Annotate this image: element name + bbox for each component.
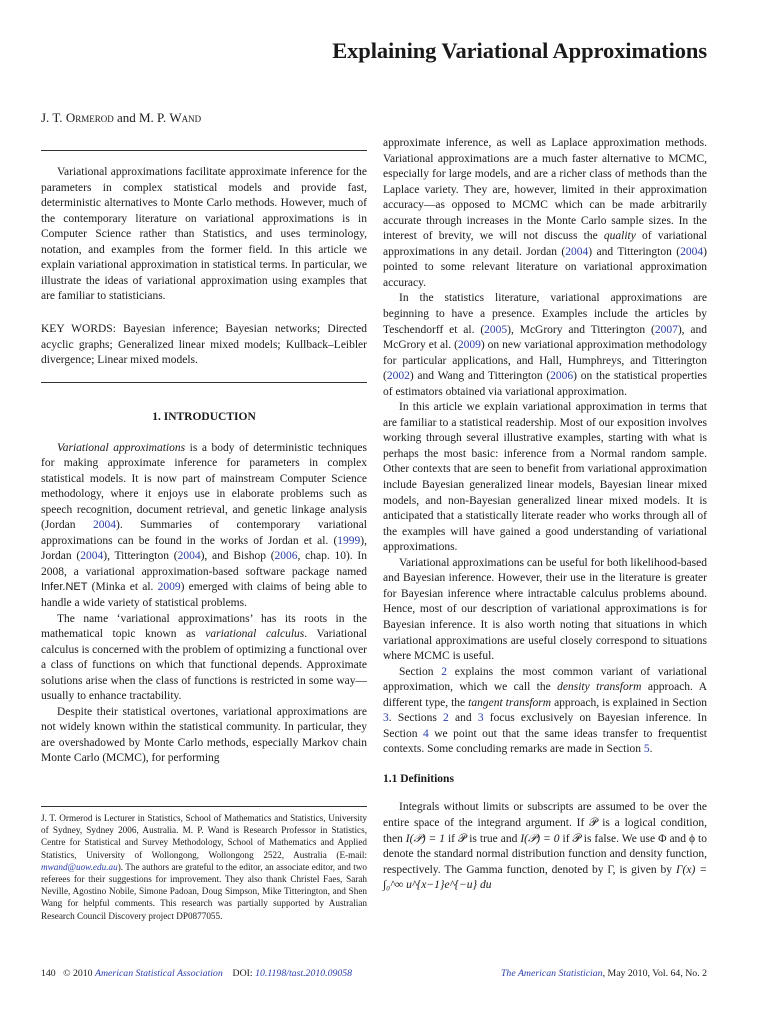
intro-paragraph-3 xyxy=(41,705,367,767)
citation-link[interactable]: 2006 xyxy=(550,370,574,383)
text-run: if 𝒫 is false. We use Φ and ϕ to denote the standard normal distribution function and density function, respectively. The Gamma function, denoted by Γ, is given by xyxy=(383,832,707,876)
copyright: © 2010 xyxy=(63,968,95,979)
doi-label: DOI: xyxy=(232,968,256,979)
text-run: Section xyxy=(399,665,442,678)
doi-link[interactable]: 10.1198/tast.2010.09058 xyxy=(255,968,353,979)
footnote-rule xyxy=(41,806,367,807)
intro-paragraph-2 xyxy=(41,612,367,705)
email-link[interactable]: mwand@uow.edu.au xyxy=(41,861,118,872)
abstract-block xyxy=(41,165,367,305)
paper-title: Explaining Variational Approximations xyxy=(332,38,707,63)
citation-link[interactable]: 2004 xyxy=(80,550,104,563)
author1-initials: J. T. xyxy=(41,110,66,125)
citation-link[interactable]: 2004 xyxy=(680,245,704,258)
right-paragraph-6 xyxy=(383,800,707,893)
citation-link[interactable]: 2009 xyxy=(457,339,481,352)
citation-link[interactable]: 2004 xyxy=(92,519,116,532)
text-run: The name ‘variational approximations’ has its roots in the mathematical topic known as xyxy=(41,612,367,641)
text-run: approach. A different type, the xyxy=(383,681,707,709)
citation-link[interactable]: 2002 xyxy=(386,370,410,383)
text-run: ), Titterington ( xyxy=(103,550,178,563)
issue-info: , May 2010, Vol. 64, No. 2 xyxy=(602,968,707,979)
text-run: ) and Wang and Titterington ( xyxy=(409,370,551,383)
journal-link[interactable]: The American Statistician xyxy=(500,968,603,979)
section-link[interactable]: 4 xyxy=(422,727,429,740)
keywords-block xyxy=(41,322,367,369)
text-run: ), and McGrory et al. ( xyxy=(383,323,707,352)
citation-link[interactable]: 2006 xyxy=(274,550,298,563)
section-link[interactable]: 3 xyxy=(477,712,484,725)
section-link[interactable]: 3 xyxy=(383,712,389,725)
citation-link[interactable]: 2004 xyxy=(177,550,201,563)
citation-link[interactable]: 2005 xyxy=(484,323,508,336)
section-link[interactable]: 5 xyxy=(643,743,650,756)
text-run: we point out that the same ideas transfer to frequentist contexts. Some concluding remarks are made in Section xyxy=(383,727,707,756)
text-run: is a body of deterministic techniques for making approximate inference for parameters in complex statistical models. It is now part of mainstream Computer Science methodology, where it enjoys use in elaborate problems such as speech recognition, document retrieval, and genetic linkage analysis (Jordan xyxy=(41,441,367,532)
text-run: approximate inference, as well as Laplace approximation methods. Variational approximations are a much faster alternative to MCMC, especially for large models, and are a richer class of methods than the Laplace variety. They are, however, limited in their approximation accuracy—as opposed to MCMC which can be made arbitrarily accurate through increases in the Monte Carlo sample sizes. In the interest of brevity, we will not discuss the xyxy=(383,137,707,243)
author-footnote xyxy=(41,812,367,922)
right-paragraph-3 xyxy=(383,400,707,555)
text-run: . Variational calculus is concerned with the problem of optimizing a functional over a class of functions on which that functional depends. Approximate solutions arise when the class of functions is restricted in some way—usually to enhance tractability. xyxy=(41,628,368,703)
text-run: approach, is explained in Section xyxy=(551,696,707,709)
text-run: and xyxy=(448,712,478,725)
introduction-section xyxy=(41,410,367,767)
right-paragraph-5 xyxy=(383,665,707,758)
citation-link[interactable]: 2009 xyxy=(157,581,181,594)
author1-surname: Ormerod xyxy=(65,110,114,125)
publisher-link[interactable]: American Statistical Association xyxy=(95,968,223,979)
math: Γ(x) = ∫₀^∞ u^{x−1}e^{−u} du xyxy=(383,863,707,892)
text-run: (Minka et al. xyxy=(87,581,158,594)
author-line xyxy=(41,110,201,126)
subsection-heading-definitions: 1.1 Definitions xyxy=(383,772,454,785)
emphasis: variational calculus xyxy=(205,628,305,641)
text-run: . xyxy=(649,743,653,756)
text-run: ) and Titterington ( xyxy=(588,245,681,258)
abstract-top-rule xyxy=(41,150,367,151)
author-conjunction: and xyxy=(113,110,139,125)
text-run: ) on new variational approximation methodology for particular applications, and Hall, Humphreys, and Titterington ( xyxy=(383,339,707,383)
emphasis: quality xyxy=(603,230,636,243)
text-run: ), McGrory and Titterington ( xyxy=(507,323,655,336)
right-paragraph-2 xyxy=(383,291,707,400)
text-run: of variational approximations in any detail. Jordan ( xyxy=(383,230,707,258)
footer-left xyxy=(41,968,352,979)
author2-surname: Wand xyxy=(169,110,202,125)
software-name: Infer.NET xyxy=(41,581,88,594)
footer-right xyxy=(501,968,707,979)
text-run: In this article we explain variational approximation in terms that are familiar to a statistical readership. Most of our exposition involves working through several illustrative examples, starting with what is perhaps the most basic: inference from a Normal random sample. Other contexts that are seen to benefit from variational approximation include Bayesian generalized linear models, Bayesian linear mixed models, and non-Bayesian generalized linear mixed models. It is anticipated that a statistically literate reader who works through all of the examples will have gained a good understanding of variational approximations. xyxy=(383,401,707,554)
citation-link[interactable]: 2004 xyxy=(565,245,589,258)
footnote-text xyxy=(41,812,367,922)
math: I(𝒫) = 0 xyxy=(520,832,560,845)
emphasis: tangent transform xyxy=(468,696,552,709)
text-run: ), and Bishop ( xyxy=(200,550,275,563)
text-run: Variational approximations can be useful for both likelihood-based and Bayesian inference. However, their use in the literature is greater for Bayesian inference where intractable calculus problems abound. Hence, most of our description of variational approximations is for Bayesian inference. It is also worth noting that situations in which variational approximations are useful closely correspond to situations where MCMC is useful. xyxy=(383,556,707,663)
section-link[interactable]: 2 xyxy=(443,712,449,725)
text-run: focus exclusively on Bayesian inference. In Section xyxy=(383,712,707,740)
right-paragraph-4 xyxy=(383,556,707,665)
text-run: explains the most common variant of variational approximation, which we call the xyxy=(383,665,707,694)
right-column xyxy=(383,136,707,894)
author2-initials: M. P. xyxy=(139,110,170,125)
text-run: . Sections xyxy=(388,712,444,725)
citation-link[interactable]: 2007 xyxy=(654,323,678,336)
text-run: ) emerged with claims of being able to handle a wide variety of statistical problems. xyxy=(41,581,368,610)
text-run: ) on the statistical properties of estimators obtained via variational approximation. xyxy=(383,370,708,398)
text-run: Despite their statistical overtones, variational approximations are not widely known within the statistical community. In particular, they are overshadowed by Monte Carlo methods, especially Markov chain Monte Carlo (MCMC), for performing xyxy=(41,705,367,765)
keywords-bottom-rule xyxy=(41,382,367,383)
section-link[interactable]: 2 xyxy=(441,665,448,678)
text-run: J. T. Ormerod is Lecturer in Statistics, School of Mathematics and Statistics, University of Sydney, Sydney 2006, Australia. M. P. Wand is Research Professor in Statistics, Centre for Statistical and Survey Methodology, School of Mathematics and Applied Statistics, University of Wollongong, Wollongong 2522, Australia (E-mail: xyxy=(41,813,367,860)
math: I(𝒫) = 1 xyxy=(405,832,446,845)
text-run: ). The authors are grateful to the editor, an associate editor, and two referees for their suggestions for improvement. They also thank Christel Faes, Sarah Neville, Agostino Nobile, Simone Padoan, Doug Simpson, Mike Titterington, and Shen Wang for helpful comments. This research was partially supported by Australian Research Council Discovery project DP0877055. xyxy=(41,861,367,921)
text-run: ), Jordan ( xyxy=(41,534,367,563)
page-number: 140 xyxy=(41,968,56,979)
text-run: Integrals without limits or subscripts are assumed to be over the entire space of the integrand argument. If 𝒫 is a logical condition, then xyxy=(383,801,707,845)
text-run: ) pointed to some relevant literature on variational approximation accuracy. xyxy=(383,245,707,289)
citation-link[interactable]: 1999 xyxy=(337,534,361,547)
keywords-text: KEY WORDS: Bayesian inference; Bayesian networks; Directed acyclic graphs; Generalized linear mixed models; Kullback–Leibler divergence; Linear mixed models. xyxy=(41,323,367,367)
text-run: In the statistics literature, variational approximations are beginning to have a presence. Examples include the articles by Teschendorff et al. ( xyxy=(383,292,707,336)
emphasis: density transform xyxy=(557,681,642,694)
section-heading-introduction: 1. INTRODUCTION xyxy=(152,411,256,423)
text-run: ). Summaries of contemporary variational approximations can be found in the works of Jordan et al. ( xyxy=(41,519,367,547)
emphasis: Variational approximations xyxy=(57,441,186,454)
text-run: if 𝒫 is true and xyxy=(445,832,521,845)
text-run: , chap. 10). In 2008, a variational approximation-based software package named xyxy=(41,550,367,578)
abstract-text: Variational approximations facilitate approximate inference for the parameters in complex statistical models and provide fast, deterministic alternatives to Monte Carlo methods. However, much of the contemporary literature on variational approximations is in Computer Science rather than Statistics, and uses terminology, notation, and examples from the former field. In this article we explain variational approximation in statistical terms. In particular, we illustrate the ideas of variational approximation using examples that are familiar to statisticians. xyxy=(41,166,367,303)
intro-paragraph-1 xyxy=(41,441,367,612)
right-paragraph-1 xyxy=(383,136,707,291)
